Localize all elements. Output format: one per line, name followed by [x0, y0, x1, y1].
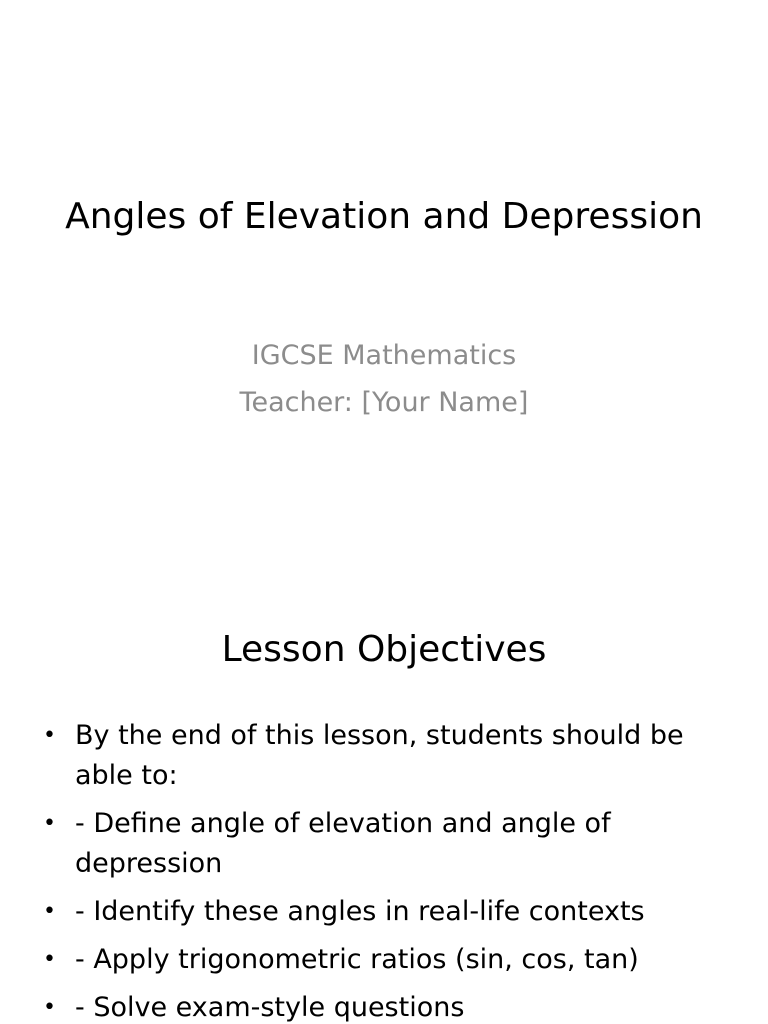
- bullet-icon: •: [43, 947, 56, 972]
- bullet-icon: •: [43, 899, 56, 924]
- objectives-slide: [0, 576, 768, 1024]
- bullet-icon: •: [43, 995, 56, 1020]
- list-item: [40, 892, 720, 932]
- objectives-list: [40, 716, 720, 1024]
- list-item: [40, 804, 720, 884]
- list-item: [40, 940, 720, 980]
- list-item-text: - Identify these angles in real-life contexts: [75, 896, 645, 927]
- subtitle-course: IGCSE Mathematics: [251, 340, 517, 371]
- list-item-text: - Define angle of elevation and angle of depression: [75, 808, 611, 879]
- list-item-text: - Apply trigonometric ratios (sin, cos, tan): [75, 944, 639, 975]
- list-item-text: - Solve exam-style questions: [75, 992, 465, 1023]
- bullet-icon: •: [43, 811, 56, 836]
- list-item: [40, 716, 720, 796]
- objectives-title: Lesson Objectives: [221, 629, 547, 670]
- list-item-text: By the end of this lesson, students should be able to:: [75, 720, 684, 791]
- bullet-icon: •: [43, 723, 56, 748]
- list-item: [40, 988, 720, 1024]
- slide-title: Angles of Elevation and Depression: [65, 196, 703, 237]
- subtitle-teacher: Teacher: [Your Name]: [239, 387, 529, 418]
- slide-subtitle: [60, 332, 708, 426]
